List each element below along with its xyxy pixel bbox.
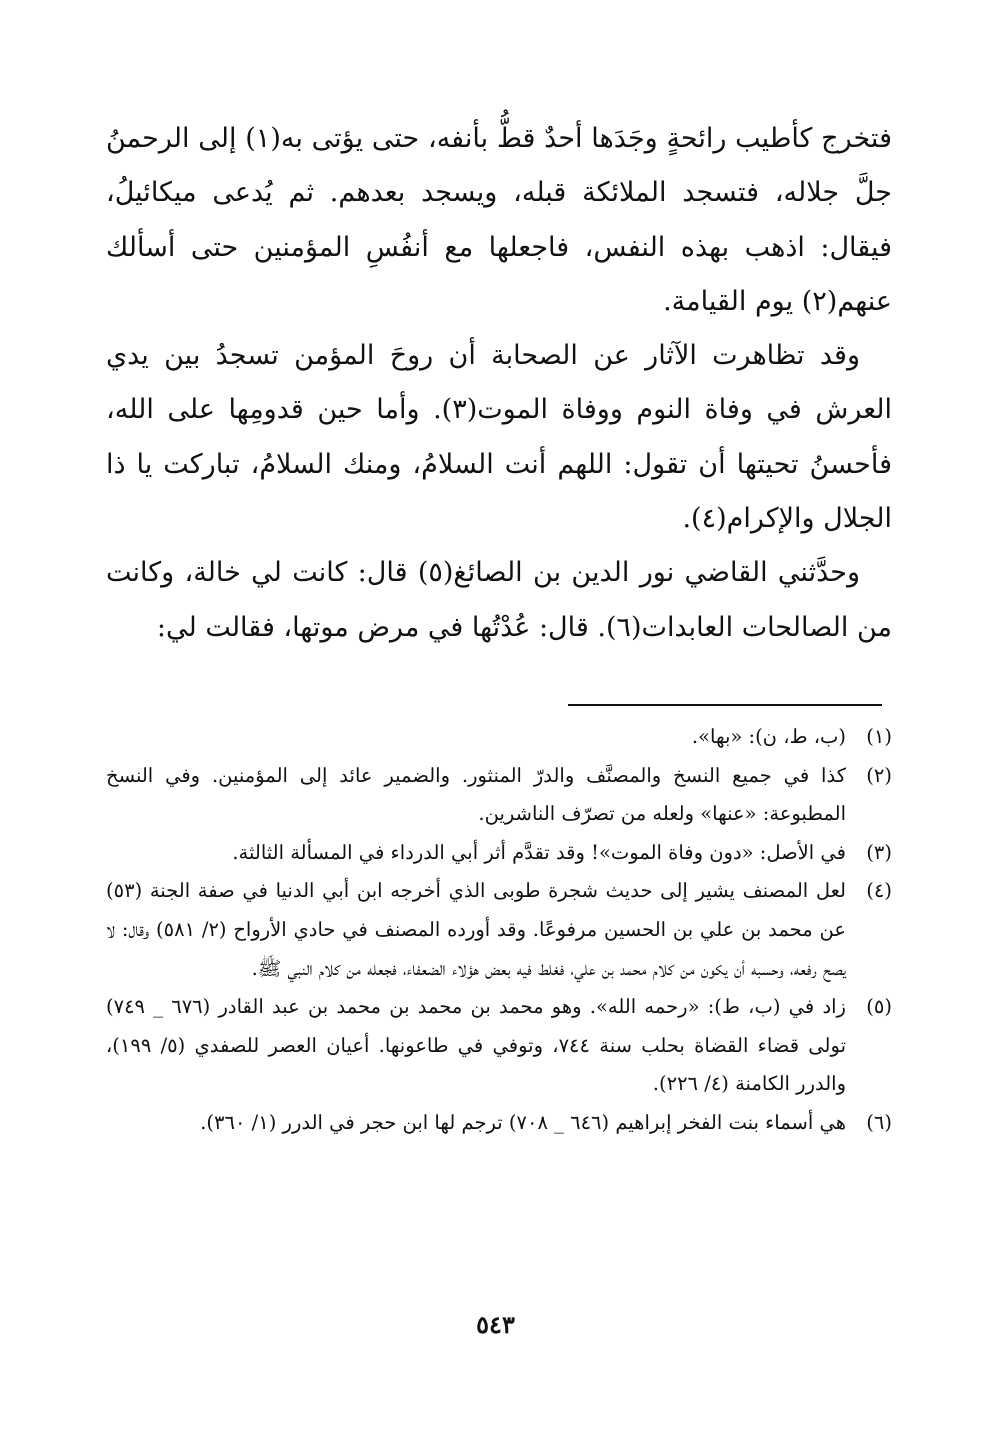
main-text [106,112,892,655]
footnote-text: في الأصل: «دون وفاة الموت»! وقد تقدَّم أثر أبي الدرداء في المسألة الثالثة. [232,840,846,864]
footnote [106,872,892,988]
paragraph: وقد تظاهرت الآثار عن الصحابة أن روحَ المؤمن تسجدُ بين يدي العرش في وفاة النوم ووفاة الموت(٣). وأما حين قدومِها على الله، فأحسنُ تحيتها أن تقول: اللهم أنت السلامُ، ومنك السلامُ، تباركت يا ذا الجلال والإكرام(٤). [106,340,892,535]
footnote-number: (٣) [866,840,892,864]
footnote-text: زاد في (ب، ط): «رحمه الله». وهو محمد بن محمد بن محمد بن عبد القادر (٦٧٦ _ ٧٤٩) تولى قضاء القضاة بحلب سنة ٧٤٤، وتوفي في طاعونها. أعيان العصر للصفدي (٥/ ١٩٩)، والدرر الكامنة (٤/ ٢٢٦). [106,995,846,1096]
page-number: ٥٤٣ [476,1310,515,1339]
footnote [106,718,892,757]
footnote-text: لعل المصنف يشير إلى حديث شجرة طوبى الذي أخرجه ابن أبي الدنيا في صفة الجنة (٥٣) عن محمد بن علي بن الحسين مرفوعًا. وقد أورده المصنف في حادي الأرواح (٢/ ٥٨١) وقال: لا يصح رفعه، وحسبه أن يكون من كلام محمد بن علي، فغلط فيه بعض هؤلاء الضعفاء، فجعله من كلام النبي ﷺ. [106,879,846,980]
footnote-text: هي أسماء بنت الفخر إبراهيم (٦٤٦ _ ٧٠٨) ترجم لها ابن حجر في الدرر (١/ ٣٦٠). [200,1110,846,1134]
footnotes [106,718,892,1143]
footnote [106,1104,892,1143]
footnote-number: (٤) [866,879,892,903]
paragraph: فتخرج كأطيب رائحةٍ وجَدَها أحدٌ قطُّ بأنفه، حتى يؤتى به(١) إلى الرحمنُ جلَّ جلاله، فتسجد الملائكة قبله، ويسجد بعدهم. ثم يُدعى ميكائيلُ، فيقال: اذهب بهذه النفس، فاجعلها مع أنفُسِ المؤمنين حتى أسألك عنهم(٢) يوم القيامة. [106,123,892,317]
footnote-number: (٦) [866,1110,892,1134]
footnote [106,757,892,834]
footnote-number: (١) [866,725,892,748]
footnote-text: (ب، ط، ن): «بها». [691,725,846,748]
footnote-number: (٥) [866,995,892,1019]
footnote-text: كذا في جميع النسخ والمصنَّف والدرّ المنثور. والضمير عائد إلى المؤمنين. وفي النسخ المطبوعة: «عنها» ولعله من تصرّف الناشرين. [106,763,846,826]
footnote-divider [568,704,882,706]
footnote [106,988,892,1104]
footnote [106,834,892,873]
footnote-number: (٢) [866,763,892,787]
paragraph: وحدَّثني القاضي نور الدين بن الصائغ(٥) قال: كانت لي خالة، وكانت من الصالحات العابدات(٦). قال: عُدْتُها في مرض موتها، فقالت لي: [106,557,892,643]
